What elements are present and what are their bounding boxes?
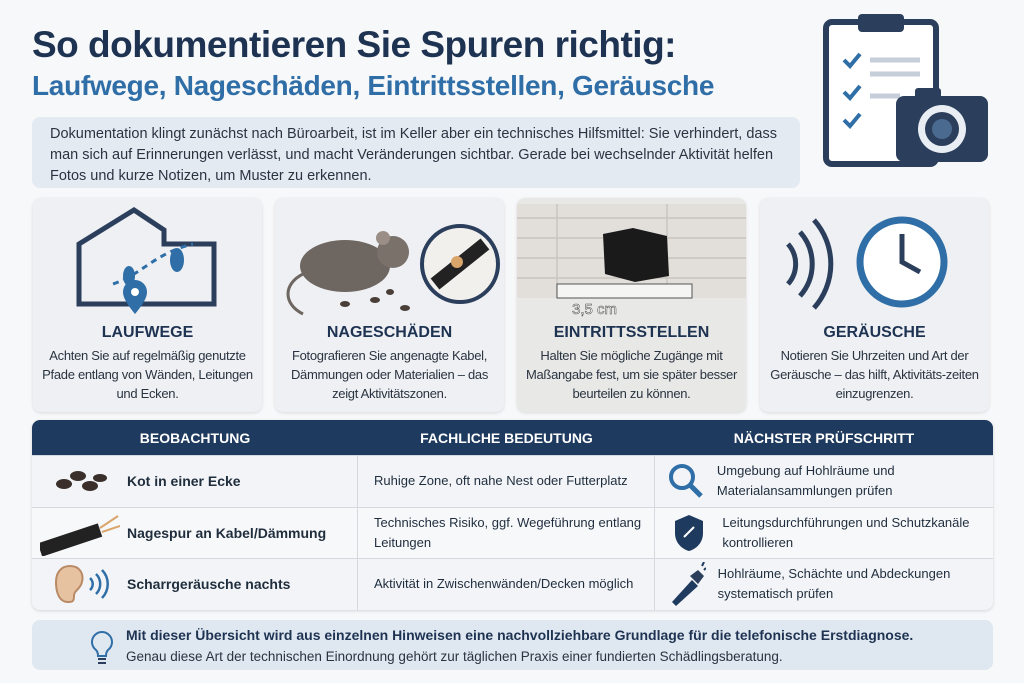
next-step-cell: Umgebung auf Hohlräume und Materialansammlungen prüfen <box>716 463 895 499</box>
card-title: GERÄUSCHE <box>823 324 926 341</box>
observation-label: Scharrgeräusche nachts <box>127 576 291 593</box>
rat-cable-icon <box>275 204 504 322</box>
observation-table <box>32 420 993 610</box>
card-title: EINTRITTSSTELLEN <box>553 324 710 341</box>
card-text: Notieren Sie Uhrzeiten und Art der Geräusche – das hilft, Aktivitäts-zeiten einzugrenzen. <box>770 348 979 401</box>
summary-line-2: Genau diese Art der technischen Einordnung gehört zur täglichen Praxis einer fundierten Schädlingsberatung. <box>126 649 783 664</box>
column-header: FACHLICHE BEDEUTUNG <box>420 429 593 446</box>
clipboard-camera-icon <box>820 10 995 170</box>
card-title: NAGESCHÄDEN <box>326 324 453 341</box>
floorplan-footprints-icon <box>33 204 262 324</box>
measure-label: 3,5 cm <box>572 301 618 318</box>
card-geraeusche <box>760 198 989 412</box>
card-eintrittsstellen <box>517 198 746 412</box>
card-text: Halten Sie mögliche Zugänge mit Maßangabe fest, um sie später besser beurteilen zu können. <box>525 348 738 401</box>
summary-line-1: Mit dieser Übersicht wird aus einzelnen Hinweisen eine nachvollziehbare Grundlage für die telefonische Erstdiagnose. <box>126 627 914 643</box>
sound-clock-icon <box>760 204 989 322</box>
page-title: So dokumentieren Sie Spuren richtig: <box>32 24 676 65</box>
card-title: LAUFWEGE <box>101 324 194 341</box>
card-laufwege <box>33 198 262 412</box>
magnifier-icon <box>666 461 706 501</box>
table-row <box>32 455 993 507</box>
droppings-icon <box>50 466 110 496</box>
observation-label: Nagespur an Kabel/Dämmung <box>127 524 327 541</box>
gnawed-cable-icon <box>40 510 120 556</box>
meaning-cell: Ruhige Zone, oft nahe Nest oder Futterplatz <box>358 456 655 507</box>
ear-sound-icon <box>50 562 110 606</box>
meaning-cell: Aktivität in Zwischenwänden/Decken möglich <box>358 559 655 610</box>
next-step-cell: Hohlräume, Schächte und Abdeckungen systematisch prüfen <box>717 566 951 602</box>
column-header: NÄCHSTER PRÜFSCHRITT <box>733 429 915 446</box>
next-step-cell: Leitungsdurchführungen und Schutzkanäle kontrollieren <box>722 514 970 550</box>
table-row <box>32 558 993 610</box>
observation-label: Kot in einer Ecke <box>127 473 241 490</box>
column-header: BEOBACHTUNG <box>139 429 251 446</box>
flashlight-icon <box>666 562 706 606</box>
card-text: Fotografieren Sie angenagte Kabel, Dämmungen oder Materialien – das zeigt Aktivitätszonen. <box>290 348 489 401</box>
wall-hole-ruler-icon <box>517 204 746 322</box>
lightbulb-icon <box>88 626 116 666</box>
card-nageschaeden <box>275 198 504 412</box>
card-text: Achten Sie auf regelmäßig genutzte Pfade entlang von Wänden, Leitungen und Ecken. <box>42 348 253 401</box>
intro-text: Dokumentation klingt zunächst nach Büroarbeit, ist im Keller aber ein technisches Hilfsmittel: Sie verhindert, dass man sich auf Erinnerungen verlässt, und macht Veränderungen sichtbar. Gerade bei wechselnder Aktivität helfen Fotos und kurze Notizen, um Muster zu erkennen. <box>32 117 800 188</box>
table-header <box>32 420 993 455</box>
meaning-cell: Technisches Risiko, ggf. Wegeführung entlang Leitungen <box>358 508 655 559</box>
page-subtitle: Laufwege, Nageschäden, Eintrittsstellen, Geräusche <box>32 70 715 101</box>
table-row <box>32 507 993 559</box>
summary-banner <box>32 620 993 670</box>
shield-icon <box>672 513 706 553</box>
